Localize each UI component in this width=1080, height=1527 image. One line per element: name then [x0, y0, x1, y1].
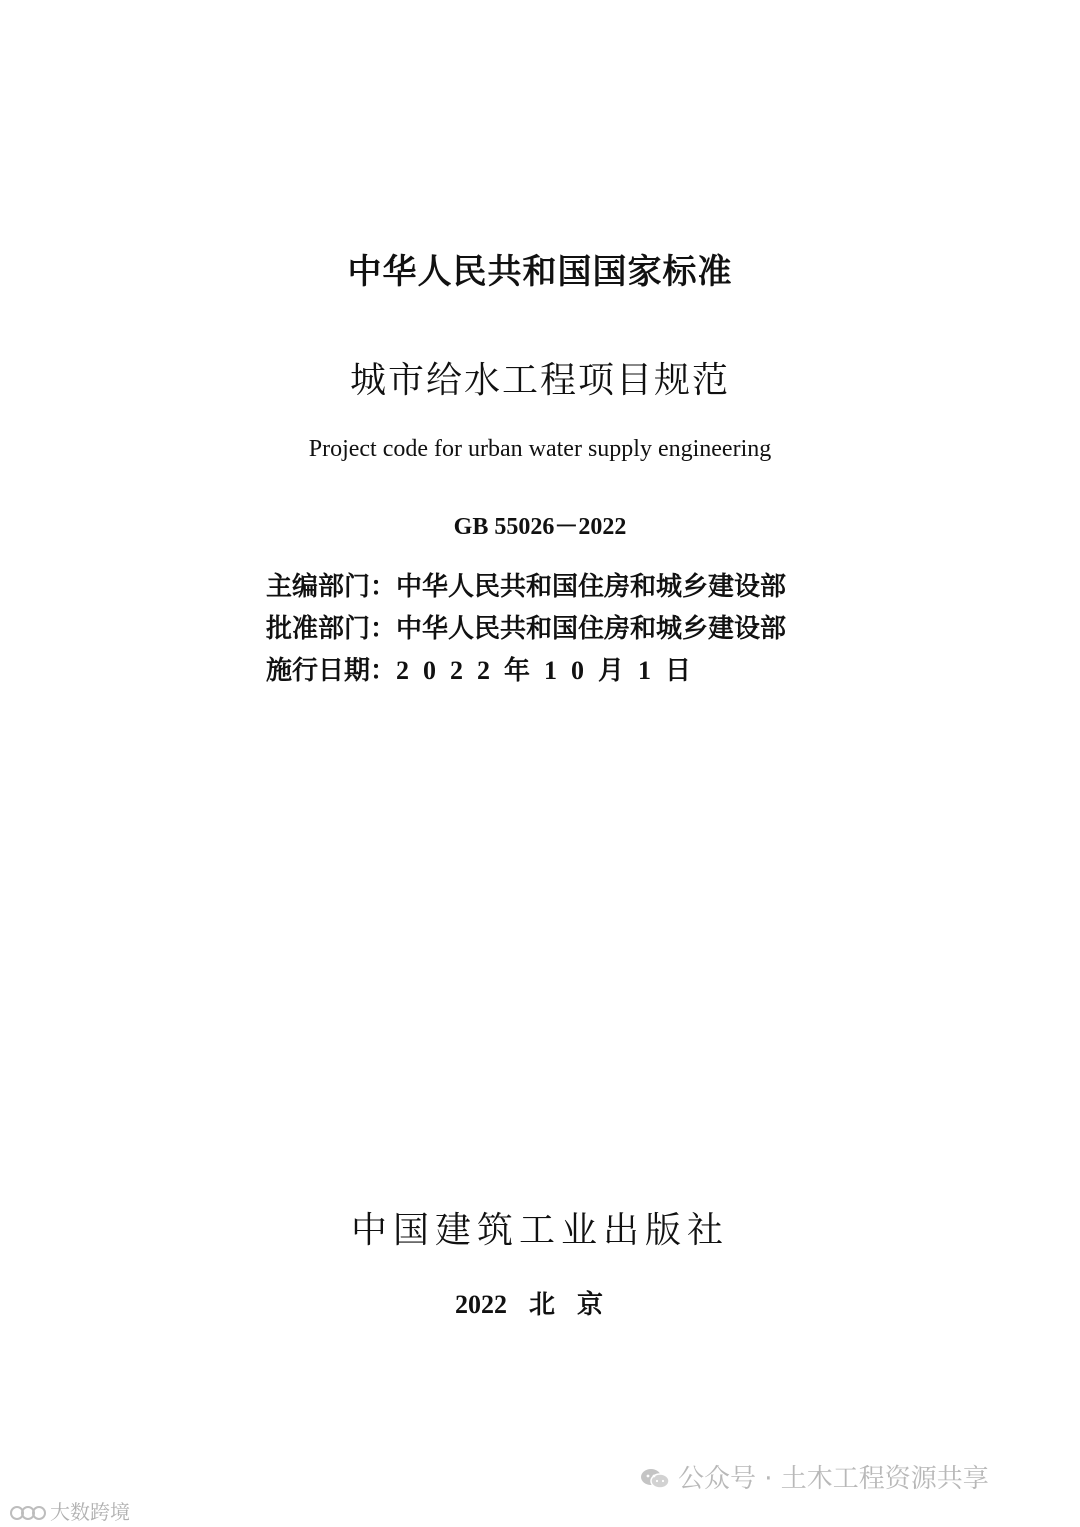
standard-category: 中华人民共和国国家标准	[347, 252, 733, 292]
publisher: 中国建筑工业出版社	[350, 1210, 729, 1251]
title-chinese: 城市给水工程项目规范	[349, 360, 730, 401]
wechat-watermark	[640, 1458, 989, 1495]
effective-date-row	[266, 650, 705, 687]
publication-year-place	[0, 1284, 1080, 1321]
effective-date-label: 施行日期：	[266, 656, 397, 686]
editor-row	[266, 566, 786, 603]
title-english: Project code for urban water supply engineering	[308, 436, 772, 462]
brand-logo-icon	[8, 1503, 48, 1523]
editor-label: 主编部门：	[266, 572, 397, 602]
approver-value: 中华人民共和国住房和城乡建设部	[396, 614, 787, 644]
editor-value: 中华人民共和国住房和城乡建设部	[396, 572, 787, 602]
publication-city: 北京	[528, 1290, 625, 1319]
approver-row	[266, 608, 786, 645]
brand-watermark	[8, 1496, 130, 1525]
standard-number: GB 55026－2022	[453, 514, 627, 540]
wechat-icon	[640, 1467, 670, 1491]
wechat-watermark-text: 公众号 · 土木工程资源共享	[678, 1464, 989, 1494]
brand-watermark-text: 大数跨境	[50, 1500, 130, 1524]
publication-year: 2022	[454, 1290, 507, 1319]
effective-date-value: 2022年10月1日	[396, 656, 706, 685]
approver-label: 批准部门：	[266, 614, 397, 644]
